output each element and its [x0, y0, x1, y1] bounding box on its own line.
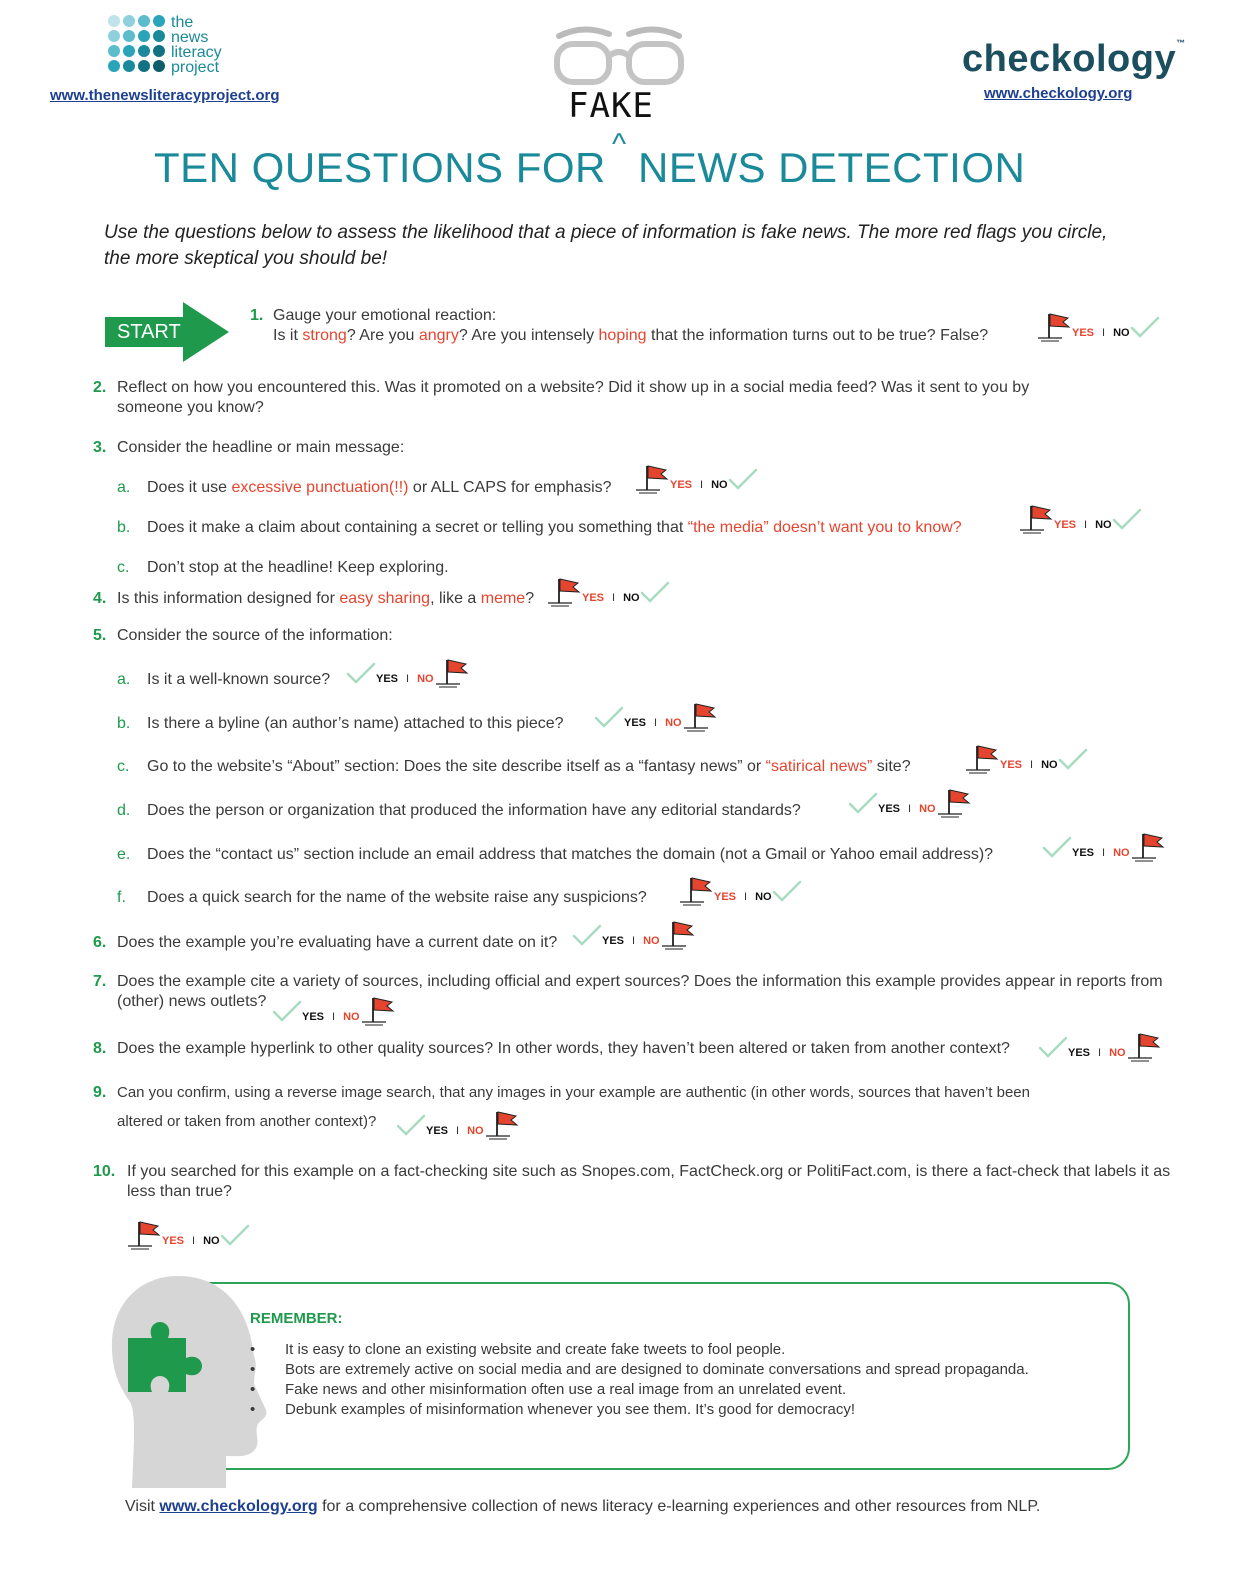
- remember-list: [250, 1340, 1029, 1420]
- checkmark-icon: [728, 466, 758, 492]
- q3a-answer: [634, 462, 758, 496]
- q6-text: Does the example you’re evaluating have a current date on it?: [117, 934, 558, 951]
- q5b-label: b.: [117, 715, 131, 732]
- q4-answer: [546, 575, 670, 609]
- red-flag-icon: [936, 786, 972, 820]
- page-title-right: NEWS DETECTION: [638, 144, 1026, 191]
- separator: I: [612, 592, 616, 604]
- nlp-logo-dots-icon: [108, 15, 165, 72]
- q5b-text: Is there a byline (an author’s name) attached to this piece?: [147, 715, 564, 732]
- q5f-label: f.: [117, 889, 126, 906]
- yes-label: YES: [302, 1011, 325, 1023]
- checkmark-icon: [848, 790, 878, 816]
- q10-answer: [126, 1218, 250, 1252]
- q5e-label: e.: [117, 846, 131, 863]
- yes-label: YES: [426, 1125, 449, 1137]
- q1-line1: Gauge your emotional reaction:: [273, 307, 497, 324]
- no-label: NO: [1041, 759, 1058, 771]
- q5d-text: Does the person or organization that produced the information have any editorial standards?: [147, 802, 801, 819]
- q6-answer: [572, 918, 696, 952]
- no-label: NO: [755, 891, 772, 903]
- q3b-answer: [1018, 502, 1142, 536]
- q5c-answer: [964, 742, 1088, 776]
- no-label: NO: [623, 592, 640, 604]
- q9-line2: altered or taken from another context)?: [117, 1113, 377, 1130]
- q1-answer: [1036, 310, 1160, 344]
- q7-line2: (other) news outlets?: [117, 993, 267, 1010]
- q3a-text: Does it use excessive punctuation(!!) or ALL CAPS for emphasis?: [147, 479, 612, 496]
- separator: I: [1102, 847, 1106, 859]
- q3-text: Consider the headline or main message:: [117, 439, 405, 456]
- remember-bullet: • Debunk examples of misinformation whenever you see them. It’s good for democracy!: [250, 1401, 855, 1418]
- start-arrow: [105, 302, 229, 367]
- q10-number: 10.: [93, 1163, 116, 1180]
- separator: I: [654, 717, 658, 729]
- yes-label: YES: [1054, 519, 1077, 531]
- checkology-logo: checkology™: [962, 38, 1186, 80]
- q7-answer: [272, 994, 396, 1028]
- red-flag-icon: [1130, 830, 1166, 864]
- q5-text: Consider the source of the information:: [117, 627, 393, 644]
- q5-number: 5.: [93, 627, 107, 644]
- red-flag-icon: [964, 742, 1000, 776]
- q3b-text: Does it make a claim about containing a secret or telling you something that “the media” doesn’t want you to know?: [147, 519, 962, 536]
- checkmark-icon: [1058, 746, 1088, 772]
- checkmark-icon: [1112, 506, 1142, 532]
- checkmark-icon: [346, 660, 376, 686]
- yes-label: YES: [1068, 1047, 1091, 1059]
- q3b-label: b.: [117, 519, 131, 536]
- footer-checkology-link[interactable]: www.checkology.org: [159, 1498, 318, 1515]
- separator: I: [1030, 759, 1034, 771]
- checkmark-icon: [572, 922, 602, 948]
- red-flag-icon: [126, 1218, 162, 1252]
- separator: I: [908, 803, 912, 815]
- no-label: NO: [203, 1235, 220, 1247]
- q5a-answer: [346, 656, 470, 690]
- separator: I: [744, 891, 748, 903]
- separator: I: [1098, 1047, 1102, 1059]
- remember-bullet: • Bots are extremely active on social media and are designed to dominate conversations and spread propaganda.: [250, 1361, 1029, 1378]
- yes-label: YES: [582, 592, 605, 604]
- q6-number: 6.: [93, 934, 107, 951]
- q5f-answer: [678, 874, 802, 908]
- q3a-label: a.: [117, 479, 131, 496]
- checkology-url-link[interactable]: www.checkology.org: [984, 85, 1133, 102]
- q1-number: 1.: [250, 307, 264, 324]
- no-label: NO: [1113, 847, 1130, 859]
- no-label: NO: [1113, 327, 1130, 339]
- yes-label: YES: [376, 673, 399, 685]
- q5d-label: d.: [117, 802, 131, 819]
- q3c-text: Don’t stop at the headline! Keep exploring.: [147, 559, 449, 576]
- yes-label: YES: [670, 479, 693, 491]
- q2-text: Reflect on how you encountered this. Was it promoted on a website? Did it show up in a social media feed? Was it sent to you by someone you know?: [117, 379, 1030, 416]
- separator: I: [700, 479, 704, 491]
- no-label: NO: [467, 1125, 484, 1137]
- q5a-label: a.: [117, 671, 131, 688]
- checkmark-icon: [1042, 834, 1072, 860]
- red-flag-icon: [434, 656, 470, 690]
- checkmark-icon: [594, 704, 624, 730]
- no-label: NO: [1109, 1047, 1126, 1059]
- checkmark-icon: [396, 1112, 426, 1138]
- separator: I: [406, 673, 410, 685]
- no-label: NO: [343, 1011, 360, 1023]
- separator: I: [456, 1125, 460, 1137]
- separator: I: [632, 935, 636, 947]
- intro-text: Use the questions below to assess the likelihood that a piece of information is fake news. The more red flags you circle, the more skeptical you should be!: [104, 222, 1108, 269]
- red-flag-icon: [660, 918, 696, 952]
- no-label: NO: [665, 717, 682, 729]
- q8-text: Does the example hyperlink to other quality sources? In other words, they haven’t been altered or taken from another context?: [117, 1040, 1010, 1057]
- q5e-answer: [1042, 830, 1166, 864]
- checkmark-icon: [220, 1222, 250, 1248]
- nlp-url-link[interactable]: www.thenewsliteracyproject.org: [50, 87, 280, 104]
- page-title-left: TEN QUESTIONS FOR: [154, 144, 606, 191]
- red-flag-icon: [634, 462, 670, 496]
- red-flag-icon: [360, 994, 396, 1028]
- checkmark-icon: [272, 998, 302, 1024]
- head-puzzle-icon: [108, 1272, 270, 1497]
- q1-line2: Is it strong? Are you angry? Are you intensely hoping that the information turns out to be true? False?: [273, 327, 989, 344]
- separator: I: [332, 1011, 336, 1023]
- remember-bullet: • Fake news and other misinformation often use a real image from an unrelated event.: [250, 1381, 847, 1398]
- title-insert-fake: FAKE: [568, 86, 654, 126]
- no-label: NO: [711, 479, 728, 491]
- q3-number: 3.: [93, 439, 107, 456]
- checkmark-icon: [1038, 1034, 1068, 1060]
- nlp-logo-text: the news literacy project: [171, 14, 222, 76]
- yes-label: YES: [162, 1235, 185, 1247]
- red-flag-icon: [546, 575, 582, 609]
- separator: I: [1102, 327, 1106, 339]
- q9-number: 9.: [93, 1084, 107, 1101]
- q9-answer: [396, 1108, 520, 1142]
- q5b-answer: [594, 700, 718, 734]
- no-label: NO: [643, 935, 660, 947]
- separator: I: [192, 1235, 196, 1247]
- checkmark-icon: [1130, 314, 1160, 340]
- nlp-logo: [108, 15, 222, 75]
- no-label: NO: [417, 673, 434, 685]
- q8-answer: [1038, 1030, 1162, 1064]
- no-label: NO: [1095, 519, 1112, 531]
- start-label: START: [117, 321, 181, 343]
- q3c-label: c.: [117, 559, 130, 576]
- checkmark-icon: [772, 878, 802, 904]
- q7-number: 7.: [93, 973, 107, 990]
- footer-text: Visit www.checkology.org for a comprehensive collection of news literacy e-learning experiences and other resources from NLP.: [125, 1498, 1041, 1515]
- red-flag-icon: [1018, 502, 1054, 536]
- q5c-text: Go to the website’s “About” section: Does the site describe itself as a “fantasy news” or “satirical news” site?: [147, 758, 911, 775]
- title-caret: ^: [612, 128, 627, 161]
- q9-line1: Can you confirm, using a reverse image search, that any images in your example are authentic (in other words, sources that haven’t been: [117, 1084, 1030, 1101]
- q5d-answer: [848, 786, 972, 820]
- q4-number: 4.: [93, 590, 107, 607]
- red-flag-icon: [678, 874, 714, 908]
- red-flag-icon: [484, 1108, 520, 1142]
- separator: I: [1084, 519, 1088, 531]
- q5f-text: Does a quick search for the name of the website raise any suspicions?: [147, 889, 647, 906]
- red-flag-icon: [682, 700, 718, 734]
- yes-label: YES: [602, 935, 625, 947]
- q7-line1: Does the example cite a variety of sources, including official and expert sources? Does the information this example provides appear in reports from: [117, 973, 1163, 990]
- yes-label: YES: [624, 717, 647, 729]
- yes-label: YES: [714, 891, 737, 903]
- remember-title: REMEMBER:: [250, 1310, 343, 1327]
- remember-bullet: • It is easy to clone an existing website and create fake tweets to fool people.: [250, 1341, 786, 1358]
- yes-label: YES: [878, 803, 901, 815]
- q4-text: Is this information designed for easy sharing, like a meme?: [117, 590, 535, 607]
- q2-number: 2.: [93, 379, 107, 396]
- checkmark-icon: [640, 579, 670, 605]
- yes-label: YES: [1000, 759, 1023, 771]
- yes-label: YES: [1072, 847, 1095, 859]
- yes-label: YES: [1072, 327, 1095, 339]
- q5c-label: c.: [117, 758, 130, 775]
- red-flag-icon: [1036, 310, 1072, 344]
- q5a-text: Is it a well-known source?: [147, 671, 331, 688]
- no-label: NO: [919, 803, 936, 815]
- red-flag-icon: [1126, 1030, 1162, 1064]
- q5e-text: Does the “contact us” section include an email address that matches the domain (not a Gmail or Yahoo email address)?: [147, 846, 994, 863]
- q8-number: 8.: [93, 1040, 107, 1057]
- q10-text: If you searched for this example on a fact-checking site such as Snopes.com, FactCheck.org or PolitiFact.com, is there a fact-check that labels it as less than true?: [127, 1163, 1171, 1200]
